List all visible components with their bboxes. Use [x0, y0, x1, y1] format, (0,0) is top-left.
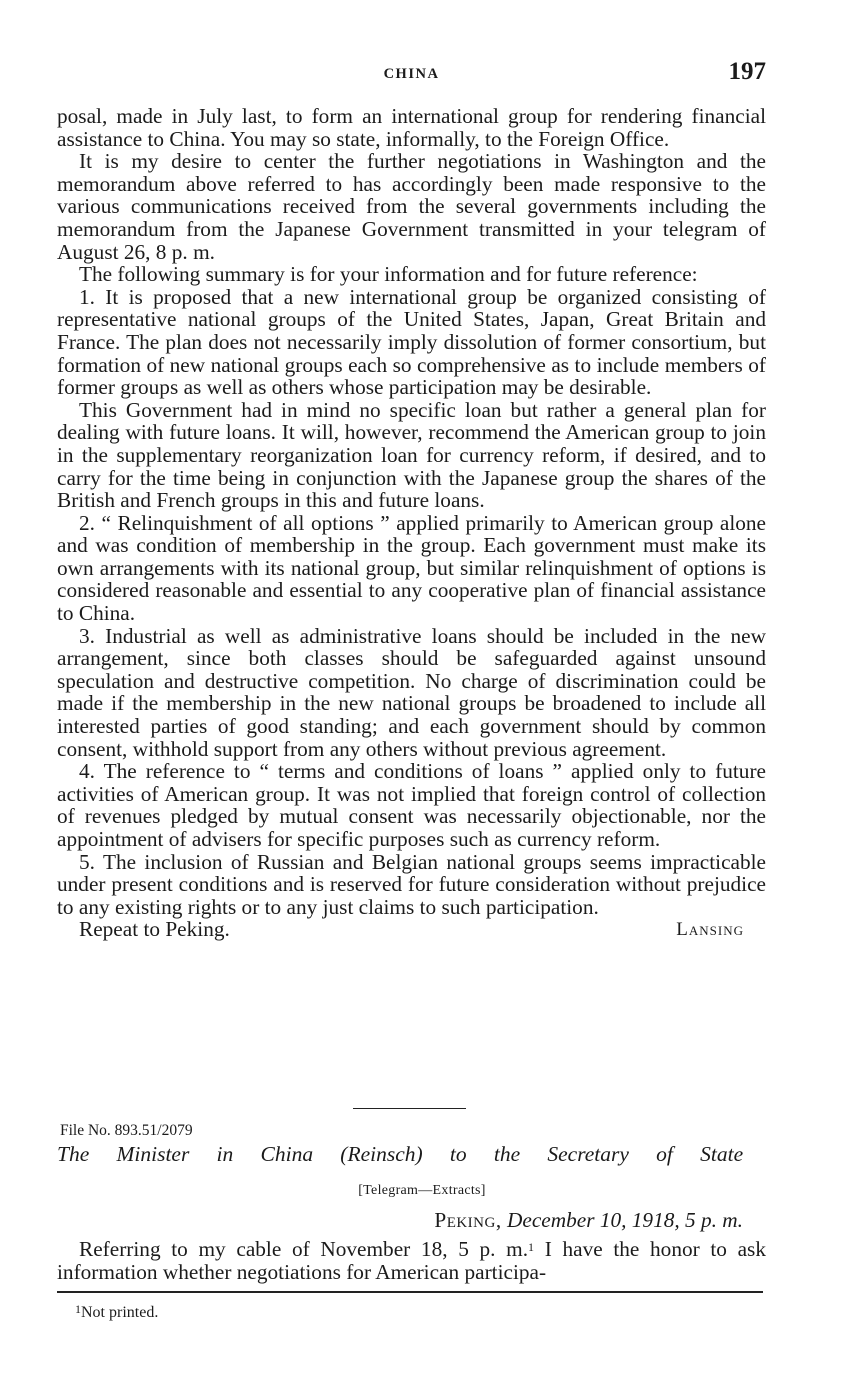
paragraph — [57, 1238, 766, 1283]
dateline-place: Peking, — [434, 1208, 502, 1232]
telegram-extract-body — [57, 1238, 766, 1283]
heading-word: Secretary — [547, 1142, 629, 1166]
telegram-body — [57, 105, 766, 941]
text-after-note: I have the honor to ask information whether negotiations for American participa- — [57, 1237, 766, 1284]
heading-word: Minister — [116, 1142, 190, 1166]
heading-word: the — [493, 1142, 521, 1166]
numbered-point-5: 5. The inclusion of Russian and Belgian national groups seems impracticable under present conditions and is reserved for future consideration without prejudice to any existing rights or to any just claims to such participation. — [57, 849, 766, 919]
heading-word: to — [449, 1142, 467, 1166]
signature: Lansing — [676, 919, 744, 941]
footnote — [75, 1304, 158, 1322]
footnote-rule — [57, 1291, 763, 1293]
heading-word: (Reinsch) — [340, 1142, 423, 1166]
numbered-point-2: 2. “ Relinquishment of all options ” applied primarily to American group alone and was condition of membership in the group. Each government must make its own arrangements with its national group, but similar relinquishment of options is considered reasonable and essential to any cooperative plan of financial assistance to China. — [57, 510, 766, 626]
heading-word: China — [260, 1142, 314, 1166]
footnote-reference: 1 — [528, 1240, 535, 1254]
document-heading — [57, 1142, 743, 1167]
page-number: 197 — [728, 58, 766, 85]
section-divider — [353, 1108, 466, 1109]
paragraph: This Government had in mind no specific loan but rather a general plan for dealing with future loans. It will, however, recommend the American group to join in the supplementary reorganization loan for currency reform, if desired, and to carry for the time being in conjunction with the Japanese group the shares of the British and French groups in this and future loans. — [57, 397, 766, 513]
file-number: File No. 893.51/2079 — [60, 1122, 193, 1139]
heading-word: in — [216, 1142, 234, 1166]
numbered-point-3: 3. Industrial as well as administrative loans should be included in the new arrangement, since both classes should be safeguarded against unsound speculation and destructive competition. No charge of discrimination could be made if the membership in the new national groups be broadened to include all interested parties of good standing; and each government should by common consent, withhold support from any others without previous agreement. — [57, 623, 766, 761]
heading-word: The — [57, 1142, 90, 1166]
text-before-note: Referring to my cable of November 18, 5 p. m. — [79, 1237, 529, 1261]
footnote-marker: 1 — [75, 1302, 81, 1316]
closing-instruction: Repeat to Peking. — [79, 917, 230, 942]
running-head — [57, 58, 766, 90]
dateline — [434, 1208, 743, 1233]
heading-word: State — [700, 1142, 744, 1166]
running-title: CHINA — [383, 66, 440, 82]
document-type: [Telegram—Extracts] — [358, 1183, 486, 1198]
footnote-text: Not printed. — [81, 1304, 159, 1321]
paragraph-continued: posal, made in July last, to form an international group for rendering financial assistance to China. You may so state, informally, to the Foreign Office. — [57, 104, 766, 151]
paragraph: It is my desire to center the further negotiations in Washington and the memorandum above referred to has accordingly been made responsive to the various communications received from the several governments including the memorandum from the Japanese Government transmitted in your telegram of August 26, 8 p. m. — [57, 149, 766, 264]
numbered-point-1: 1. It is proposed that a new international group be organized consisting of representative national groups of the United States, Japan, Great Britain and France. The plan does not necessarily imply dissolution of former consortium, but formation of new national groups each so comprehensive as to include members of former groups as well as others whose participation may be desirable. — [57, 284, 766, 400]
numbered-point-4: 4. The reference to “ terms and conditions of loans ” applied only to future activities of American group. It was not implied that foreign control of collection of revenues pledged by mutual consent was necessarily objectionable, nor the appointment of advisers for specific purposes such as currency reform. — [57, 759, 766, 851]
closing-row — [57, 918, 766, 941]
paragraph: The following summary is for your information and for future reference: — [79, 262, 698, 287]
dateline-date: December 10, 1918, 5 p. m. — [507, 1208, 743, 1232]
heading-word: of — [656, 1142, 673, 1166]
